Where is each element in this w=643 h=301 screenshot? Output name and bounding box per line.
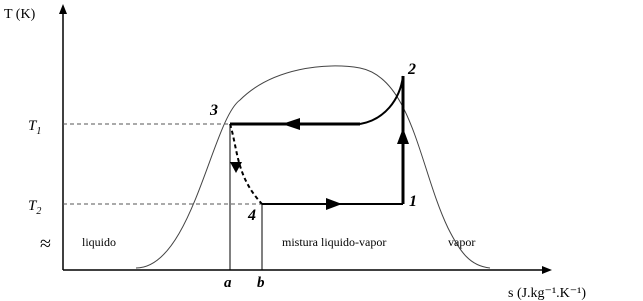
state-point-2-label: 2 [408, 61, 416, 78]
state-point-1-label: 1 [409, 193, 417, 210]
x-axis-arrowhead [542, 266, 552, 274]
state-point-3-label: 3 [210, 102, 218, 119]
cycle-path-4-to-1 [262, 198, 403, 210]
x-axis-label: s (J.kg⁻¹.K⁻¹) [508, 286, 587, 301]
cycle-path-1-to-2 [397, 76, 409, 204]
axis-break-symbol: ≈ [40, 233, 51, 255]
t2-label: $T_2$ [28, 198, 42, 217]
arrow-toward-3 [282, 118, 300, 130]
entropy-mark-a: a [224, 275, 232, 291]
curve-dome-to-2 [360, 76, 403, 124]
state-point-4-label: 4 [248, 207, 256, 224]
axes [59, 4, 552, 274]
y-axis-arrowhead [59, 4, 67, 14]
arrow-up-to-2 [397, 128, 409, 144]
region-mixture-label: mistura liquido-vapor [282, 235, 387, 249]
y-axis-label: T (K) [4, 7, 36, 22]
t1-label: $T_1$ [28, 118, 42, 137]
entropy-mark-b: b [257, 275, 265, 291]
cycle-path-2-to-3 [230, 76, 403, 130]
cycle-path-3-to-4 [230, 124, 262, 204]
region-liquid-label: liquido [82, 235, 117, 249]
region-vapor-label: vapor [448, 235, 476, 249]
arrow-toward-1 [326, 198, 342, 210]
